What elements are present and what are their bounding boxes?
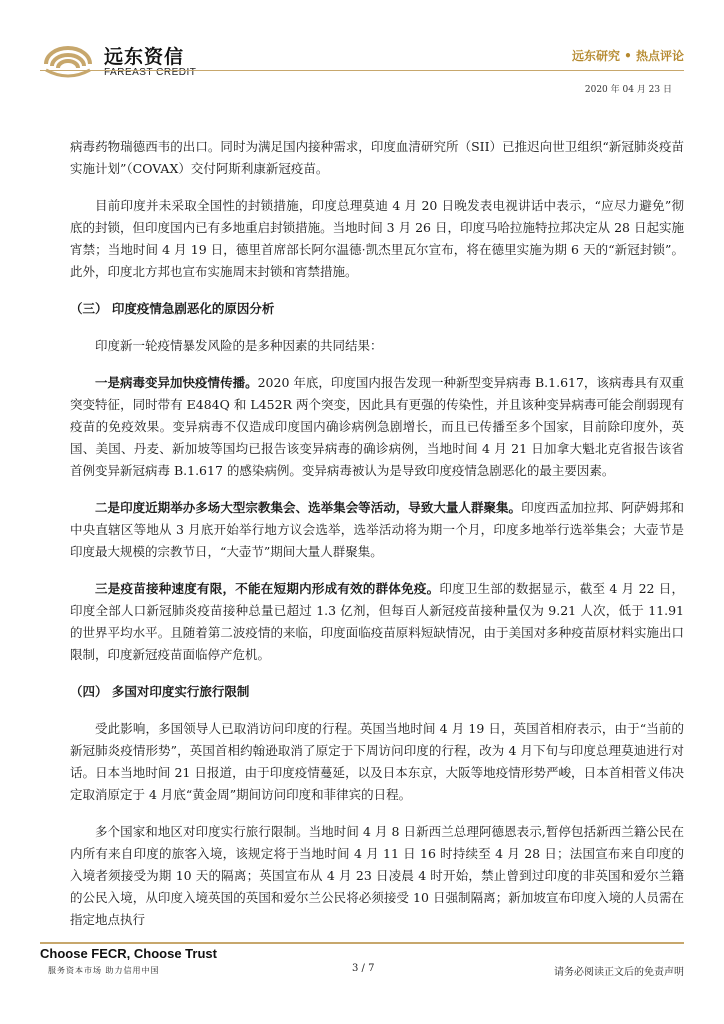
- cause-vaccination-text: 印度卫生部的数据显示，截至 4 月 22 日，印度全部人口新冠肺炎疫苗接种总量已超过 1.3 亿剂，但每百人新冠疫苗接种量仅为 9.21 人次，低于 11.91 的世界平均水平。且随着第二波疫情的来临，印度面临疫苗原料短缺情况，由于美国对多种疫苗原材料实施出口限制，印度新冠疫苗面临停产危机。: [70, 581, 684, 662]
- paragraph-travel-restrictions: 多个国家和地区对印度实行旅行限制。当地时间 4 月 8 日新西兰总理阿德恩表示,暂停包括新西兰籍公民在内所有来自印度的旅客入境，该规定将于当地时间 4 月 11 日 16 时持续至 4 月 28 日；法国宣布来自印度的入境者须接受为期 10 天的隔离；英国宣布从 4 月 23 日凌晨 4 时开始，禁止曾到过印度的非英国和爱尔兰籍的公民入境，从印度入境英国的英国和爱尔兰公民将必须接受 10 日强制隔离；新加坡宣布印度入境的人员需在指定地点执行: [70, 824, 684, 927]
- footer-divider: [40, 942, 684, 944]
- cause-gatherings-lead: 二是印度近期举办多场大型宗教集会、选举集会等活动，导致大量人群聚集。: [95, 500, 522, 515]
- company-logo: [40, 40, 270, 80]
- paragraph-cause-gatherings: [70, 497, 684, 563]
- cause-variant-lead: 一是病毒变异加快疫情传播。: [95, 375, 258, 390]
- report-date: 2020 年 04 月 23 日: [584, 85, 672, 95]
- paragraph-continuation: 病毒药物瑞德西韦的出口。同时为满足国内接种需求，印度血清研究所（SII）已推迟向世卫组织“新冠肺炎疫苗实施计划”（COVAX）交付阿斯利康新冠疫苗。: [70, 139, 684, 176]
- cause-variant-text: 2020 年底，印度国内报告发现一种新型变异病毒 B.1.617，该病毒具有双重突变特征，同时带有 E484Q 和 L452R 两个突变，因此具有更强的传染性，并且该种变异病毒可能会削弱现有疫苗的免疫效果。变异病毒不仅造成印度国内确诊病例急剧增长，而且已传播至多个国家，目前除印度外，英国、美国、丹麦、新加坡等国均已报告该变异病毒的确诊病例，当地时间 4 月 21 日加拿大魁北克省报告该省首例变异新冠病毒 B.1.617 的感染病例。变异病毒被认为是导致印度疫情急剧恶化的最主要因素。: [70, 375, 684, 478]
- paragraph-causes-intro: 印度新一轮疫情暴发风险的是多种因素的共同结果：: [95, 338, 383, 353]
- footer-slogan: Choose FECR, Choose Trust: [40, 946, 217, 961]
- cause-vaccination-lead: 三是疫苗接种速度有限，不能在短期内形成有效的群体免疫。: [95, 581, 440, 596]
- header-divider: [40, 70, 684, 71]
- section-heading-causes: （三） 印度疫情急剧恶化的原因分析: [70, 301, 275, 316]
- report-section-label: 远东研究 • 热点评论: [571, 49, 684, 63]
- document-body: [70, 136, 684, 931]
- paragraph-cause-variant: [70, 372, 684, 482]
- logo-chinese-text: 远东资信: [104, 46, 185, 68]
- paragraph-lockdown: 目前印度并未采取全国性的封锁措施，印度总理莫迪 4 月 20 日晚发表电视讲话中表示，“应尽力避免”彻底的封锁，但印度国内已有多地重启封锁措施。当地时间 3 月 26 日，印度马哈拉施特拉邦决定从 28 日起实施宵禁；当地时间 4 月 19 日，德里首席部长阿尔温德·凯杰里瓦尔宣布，将在德里实施为期 6 天的“新冠封锁”。此外，印度北方邦也宣布实施周末封锁和宵禁措施。: [70, 198, 684, 279]
- logo-mark-icon: [40, 40, 96, 80]
- cause-gatherings-text: 印度西孟加拉邦、阿萨姆邦和中央直辖区等地从 3 月底开始举行地方议会选举，选举活动将为期一个月，印度多地举行选举集会；大壶节是印度最大规模的宗教节日，“大壶节”期间大量人群聚集。: [70, 500, 684, 559]
- page-header: [0, 0, 724, 100]
- logo-english-text: FAREAST CREDIT: [104, 67, 197, 78]
- footer-disclaimer: 请务必阅读正文后的免责声明: [554, 967, 684, 978]
- paragraph-cause-vaccination: [70, 578, 684, 666]
- paragraph-visits-cancelled: 受此影响，多国领导人已取消访问印度的行程。英国当地时间 4 月 19 日，英国首相府表示，由于“当前的新冠肺炎疫情形势”，英国首相约翰逊取消了原定于下周访问印度的行程，改为 4 月下旬与印度总理莫迪进行对话。日本当地时间 21 日报道，由于印度疫情蔓延，以及日本东京，大阪等地疫情形势严峻，日本首相菅义伟决定取消原定于 4 月底“黄金周”期间访问印度和菲律宾的日程。: [70, 721, 684, 802]
- page-number: 3 / 7: [352, 963, 375, 974]
- footer-subtitle: 服务资本市场 助力信用中国: [48, 966, 160, 975]
- section-heading-travel: （四） 多国对印度实行旅行限制: [70, 684, 250, 699]
